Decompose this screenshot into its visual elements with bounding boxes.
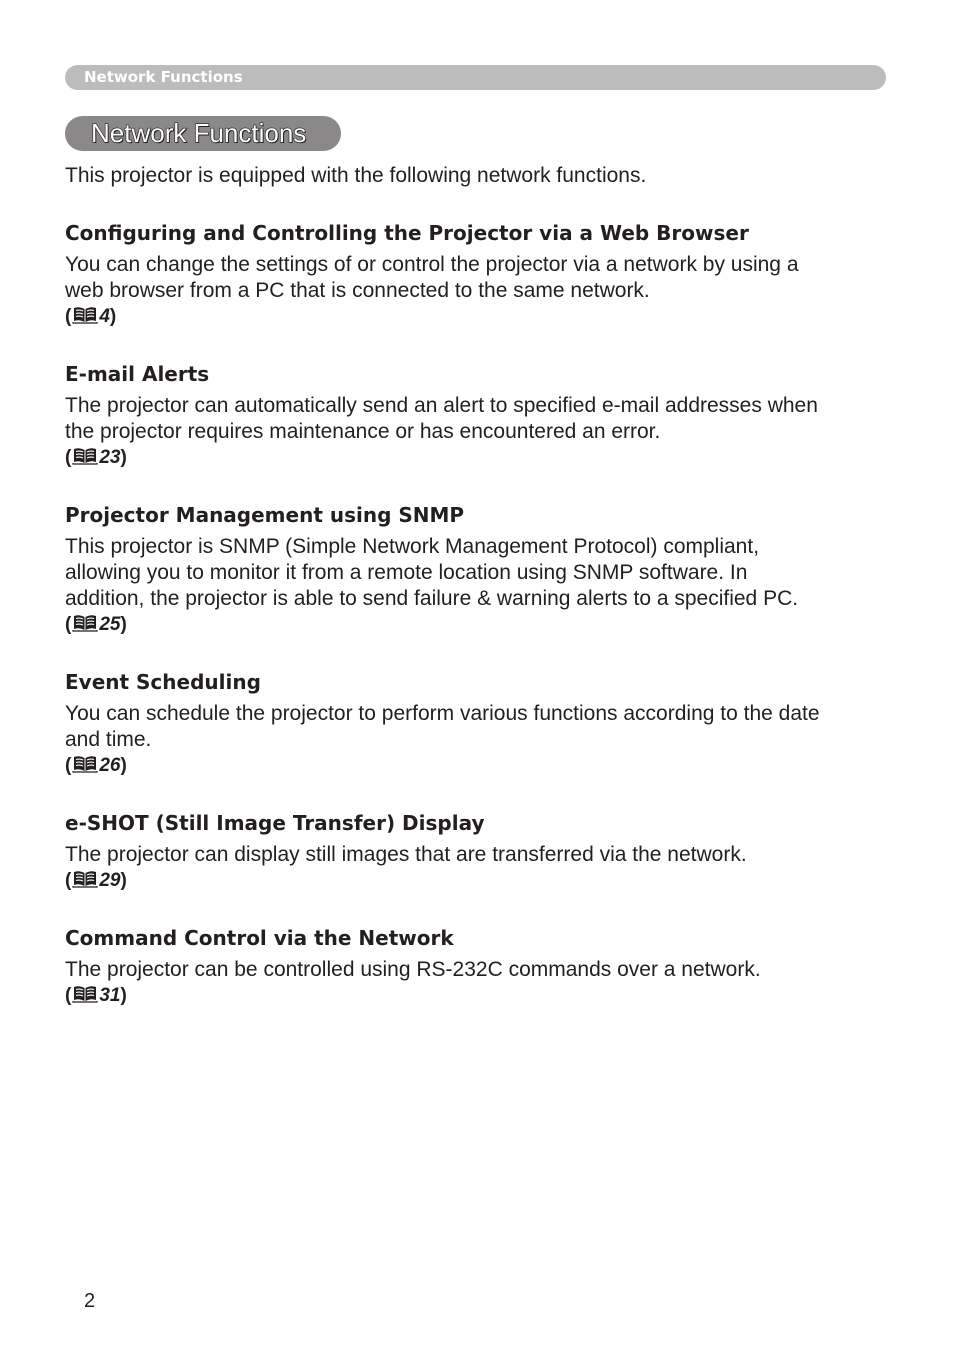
intro-text: This projector is equipped with the following network functions.: [65, 164, 647, 187]
page-title: Network Functions: [91, 118, 307, 148]
section-email-alerts: [65, 361, 895, 471]
section-body: [65, 393, 895, 471]
book-icon: [72, 984, 98, 1003]
body-line: addition, the projector is able to send failure & warning alerts to a specified PC.: [65, 587, 799, 610]
ref-open-paren: (: [65, 985, 72, 1006]
running-header-title: Network Functions: [84, 68, 243, 86]
ref-page-number: 23: [99, 447, 121, 468]
section-event-scheduling: [65, 669, 895, 779]
ref-page-number: 29: [99, 870, 121, 891]
body-line: allowing you to monitor it from a remote location using SNMP software. In: [65, 561, 748, 584]
body-line: The projector can be controlled using RS-232C commands over a network.: [65, 958, 761, 981]
section-title-pill: [65, 116, 341, 151]
section-heading: Event Scheduling: [65, 670, 261, 694]
ref-open-paren: (: [65, 755, 72, 776]
ref-close-paren: ): [109, 306, 117, 327]
ref-close-paren: ): [120, 755, 127, 776]
page-number: 2: [84, 1290, 96, 1312]
ref-close-paren: ): [120, 614, 127, 635]
section-web-browser: [65, 220, 895, 330]
section-snmp: [65, 502, 895, 638]
book-icon: [72, 869, 98, 888]
ref-page-number: 31: [99, 985, 121, 1006]
section-body: [65, 534, 895, 638]
body-line: The projector can display still images that are transferred via the network.: [65, 843, 747, 866]
section-heading: Configuring and Controlling the Projector via a Web Browser: [65, 221, 749, 245]
section-command-control: [65, 925, 895, 1009]
ref-open-paren: (: [65, 447, 72, 468]
section-heading: e-SHOT (Still Image Transfer) Display: [65, 811, 485, 835]
section-heading: E-mail Alerts: [65, 362, 210, 386]
section-body: [65, 842, 895, 894]
page-reference[interactable]: [65, 304, 895, 330]
body-line: web browser from a PC that is connected to the same network.: [65, 279, 650, 302]
ref-page-number: 26: [99, 755, 121, 776]
ref-page-number: 25: [99, 614, 121, 635]
ref-open-paren: (: [65, 870, 72, 891]
body-line: This projector is SNMP (Simple Network Management Protocol) compliant,: [65, 535, 760, 558]
section-heading: Projector Management using SNMP: [65, 503, 465, 527]
ref-open-paren: (: [65, 306, 72, 327]
body-line: and time.: [65, 728, 152, 751]
running-header-bar: [65, 65, 886, 90]
section-heading: Command Control via the Network: [65, 926, 454, 950]
section-body: [65, 701, 895, 779]
book-icon: [72, 305, 98, 324]
page-reference[interactable]: [65, 868, 895, 894]
body-line: You can schedule the projector to perform various functions according to the date: [65, 702, 820, 725]
page-reference[interactable]: [65, 753, 895, 779]
ref-close-paren: ): [120, 985, 127, 1006]
ref-close-paren: ): [120, 870, 127, 891]
book-icon: [72, 613, 98, 632]
ref-close-paren: ): [120, 447, 127, 468]
page-reference[interactable]: [65, 445, 895, 471]
book-icon: [72, 446, 98, 465]
body-line: the projector requires maintenance or has encountered an error.: [65, 420, 661, 443]
page-reference[interactable]: [65, 612, 895, 638]
body-line: You can change the settings of or control the projector via a network by using a: [65, 253, 799, 276]
body-line: The projector can automatically send an alert to specified e-mail addresses when: [65, 394, 818, 417]
page-reference[interactable]: [65, 983, 895, 1009]
section-eshot: [65, 810, 895, 894]
section-body: [65, 252, 895, 330]
book-icon: [72, 754, 98, 773]
ref-open-paren: (: [65, 614, 72, 635]
ref-page-number: 4: [99, 306, 110, 327]
section-body: [65, 957, 895, 1009]
